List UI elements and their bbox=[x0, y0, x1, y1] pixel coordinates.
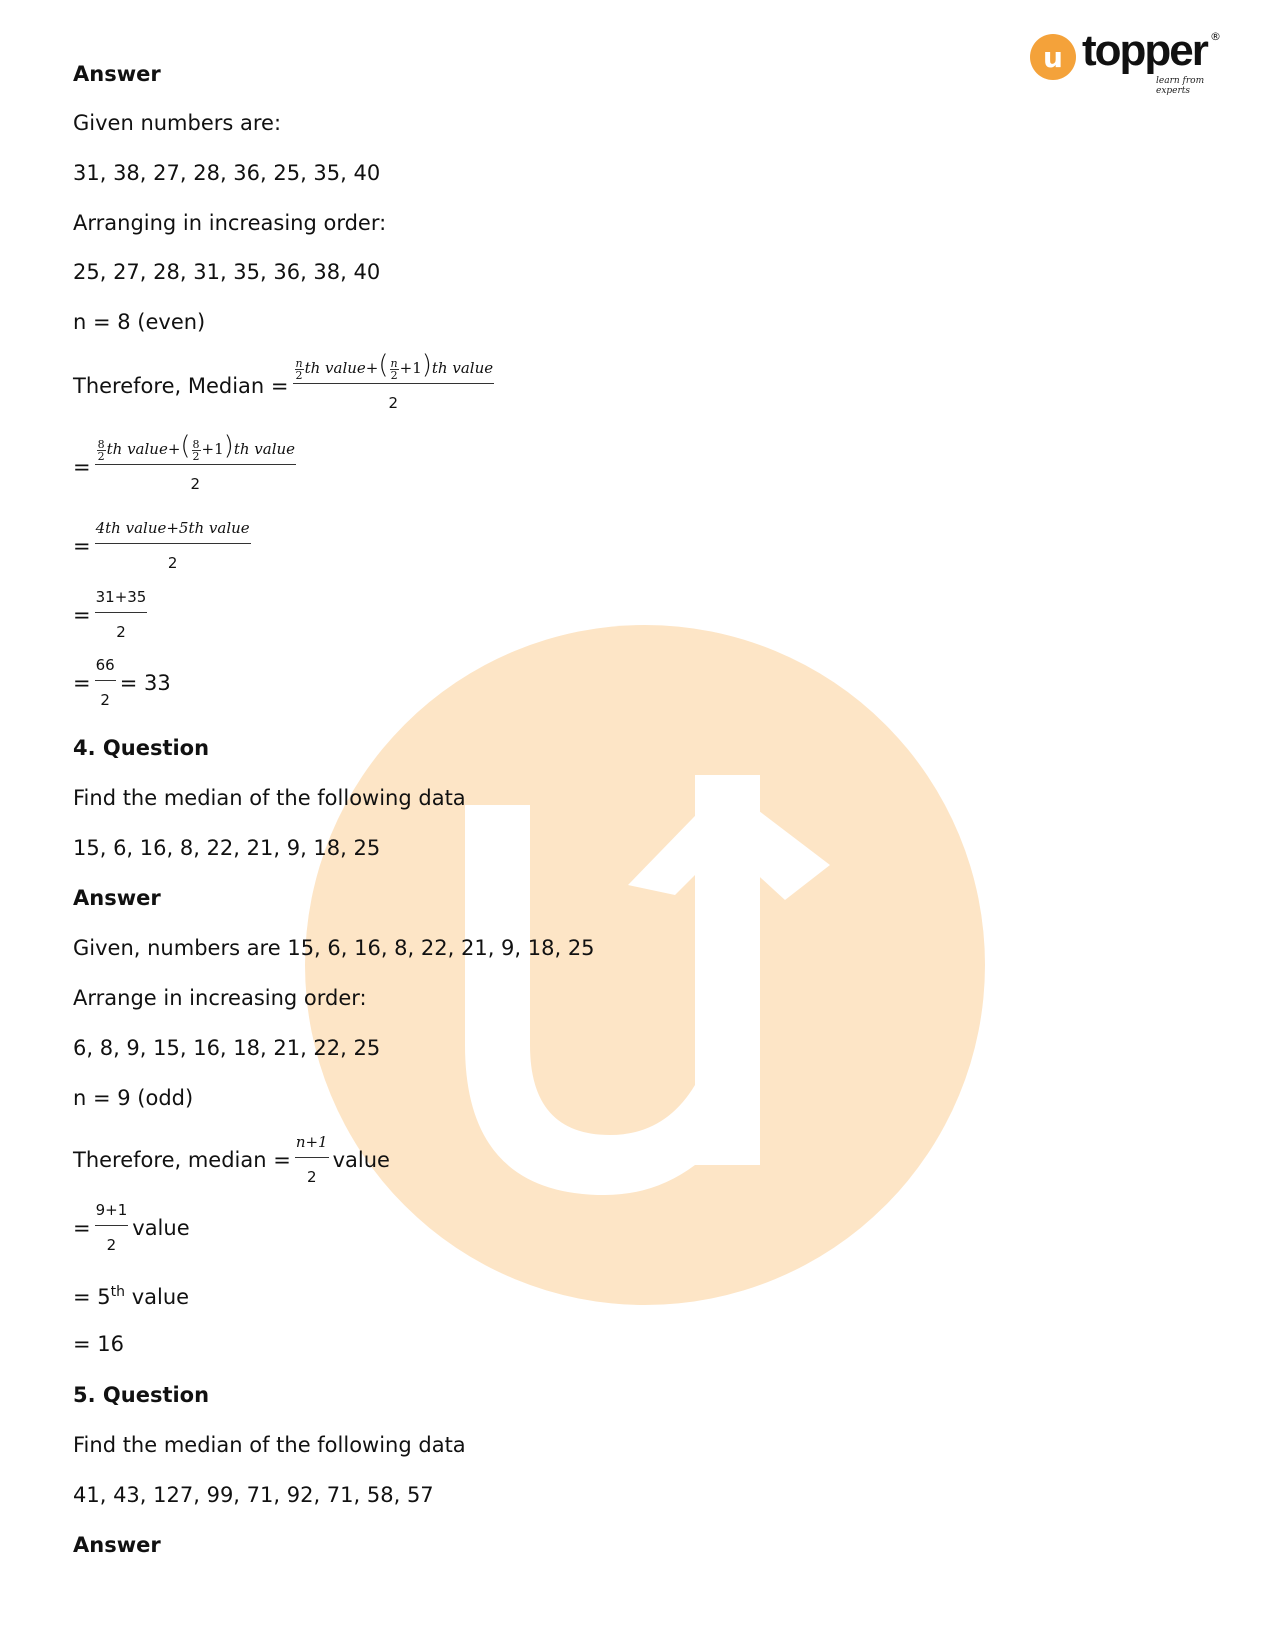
watermark-logo bbox=[305, 625, 985, 1305]
question-5-numbers: 41, 43, 127, 99, 71, 92, 71, 58, 57 bbox=[73, 1483, 434, 1507]
logo-tagline: learn from experts bbox=[1156, 76, 1205, 96]
median-fraction: $\frac{n}{2}$ th value+( $\frac{n}{2}$ +1)th value 2 bbox=[293, 355, 495, 416]
answer-heading: Answer bbox=[73, 1533, 161, 1557]
logo-wordmark: topper bbox=[1082, 26, 1207, 75]
step-5-fraction: $\frac{66}{2}$ bbox=[95, 652, 116, 713]
result-value: = 16 bbox=[73, 1332, 124, 1356]
n-value: n = 8 (even) bbox=[73, 310, 206, 334]
given-text: Given numbers are: bbox=[73, 111, 282, 135]
numbers-list: 31, 38, 27, 28, 36, 25, 35, 40 bbox=[73, 161, 381, 185]
logo-badge-icon: u bbox=[1030, 34, 1076, 80]
median-step-3: = $\frac{\text{4th value+5th value}}{2}$ bbox=[73, 515, 255, 576]
median-formula-odd: Therefore, median = $\frac{n+1}{2}$ value bbox=[73, 1129, 390, 1190]
arrange-text: Arranging in increasing order: bbox=[73, 211, 387, 235]
given-text: Given, numbers are 15, 6, 16, 8, 22, 21, 9, 18, 25 bbox=[73, 936, 595, 960]
median-label: Therefore, Median = bbox=[73, 373, 289, 398]
odd-fraction: $\frac{n+1}{2}$ bbox=[295, 1129, 329, 1190]
question-4-numbers: 15, 6, 16, 8, 22, 21, 9, 18, 25 bbox=[73, 836, 381, 860]
question-4-text: Find the median of the following data bbox=[73, 786, 466, 810]
median-step-5: = $\frac{66}{2}$ = 33 bbox=[73, 652, 171, 713]
median-step-4: = $\frac{31+35}{2}$ bbox=[73, 584, 151, 645]
sorted-list: 6, 8, 9, 15, 16, 18, 21, 22, 25 bbox=[73, 1036, 381, 1060]
median-step-2: = $\frac{8}{2}$ th value+( $\frac{8}{2}$ +1)th value 2 bbox=[73, 436, 300, 497]
answer-heading: Answer bbox=[73, 886, 161, 910]
step-2-fraction: $\frac{8}{2}$ th value+( $\frac{8}{2}$ +1)th value 2 bbox=[95, 436, 296, 497]
median-formula-even bbox=[73, 350, 498, 416]
topper-logo bbox=[1030, 26, 1230, 96]
step-5-result: = 33 bbox=[119, 670, 171, 695]
odd-step-2: = $\frac{9+1}{2}$ value bbox=[73, 1197, 190, 1258]
question-5-heading: 5. Question bbox=[73, 1383, 210, 1407]
fifth-value: = 5th value bbox=[73, 1284, 190, 1309]
step-4-fraction: $\frac{31+35}{2}$ bbox=[95, 584, 148, 645]
odd-step-2-fraction: $\frac{9+1}{2}$ bbox=[95, 1197, 129, 1258]
sorted-list: 25, 27, 28, 31, 35, 36, 38, 40 bbox=[73, 260, 381, 284]
answer-heading: Answer bbox=[73, 62, 161, 86]
step-3-fraction: $\frac{\text{4th value+5th value}}{2}$ bbox=[95, 515, 251, 576]
n-value: n = 9 (odd) bbox=[73, 1086, 194, 1110]
question-5-text: Find the median of the following data bbox=[73, 1433, 466, 1457]
arrange-text: Arrange in increasing order: bbox=[73, 986, 367, 1010]
registered-mark: ® bbox=[1210, 30, 1221, 43]
question-4-heading: 4. Question bbox=[73, 736, 210, 760]
